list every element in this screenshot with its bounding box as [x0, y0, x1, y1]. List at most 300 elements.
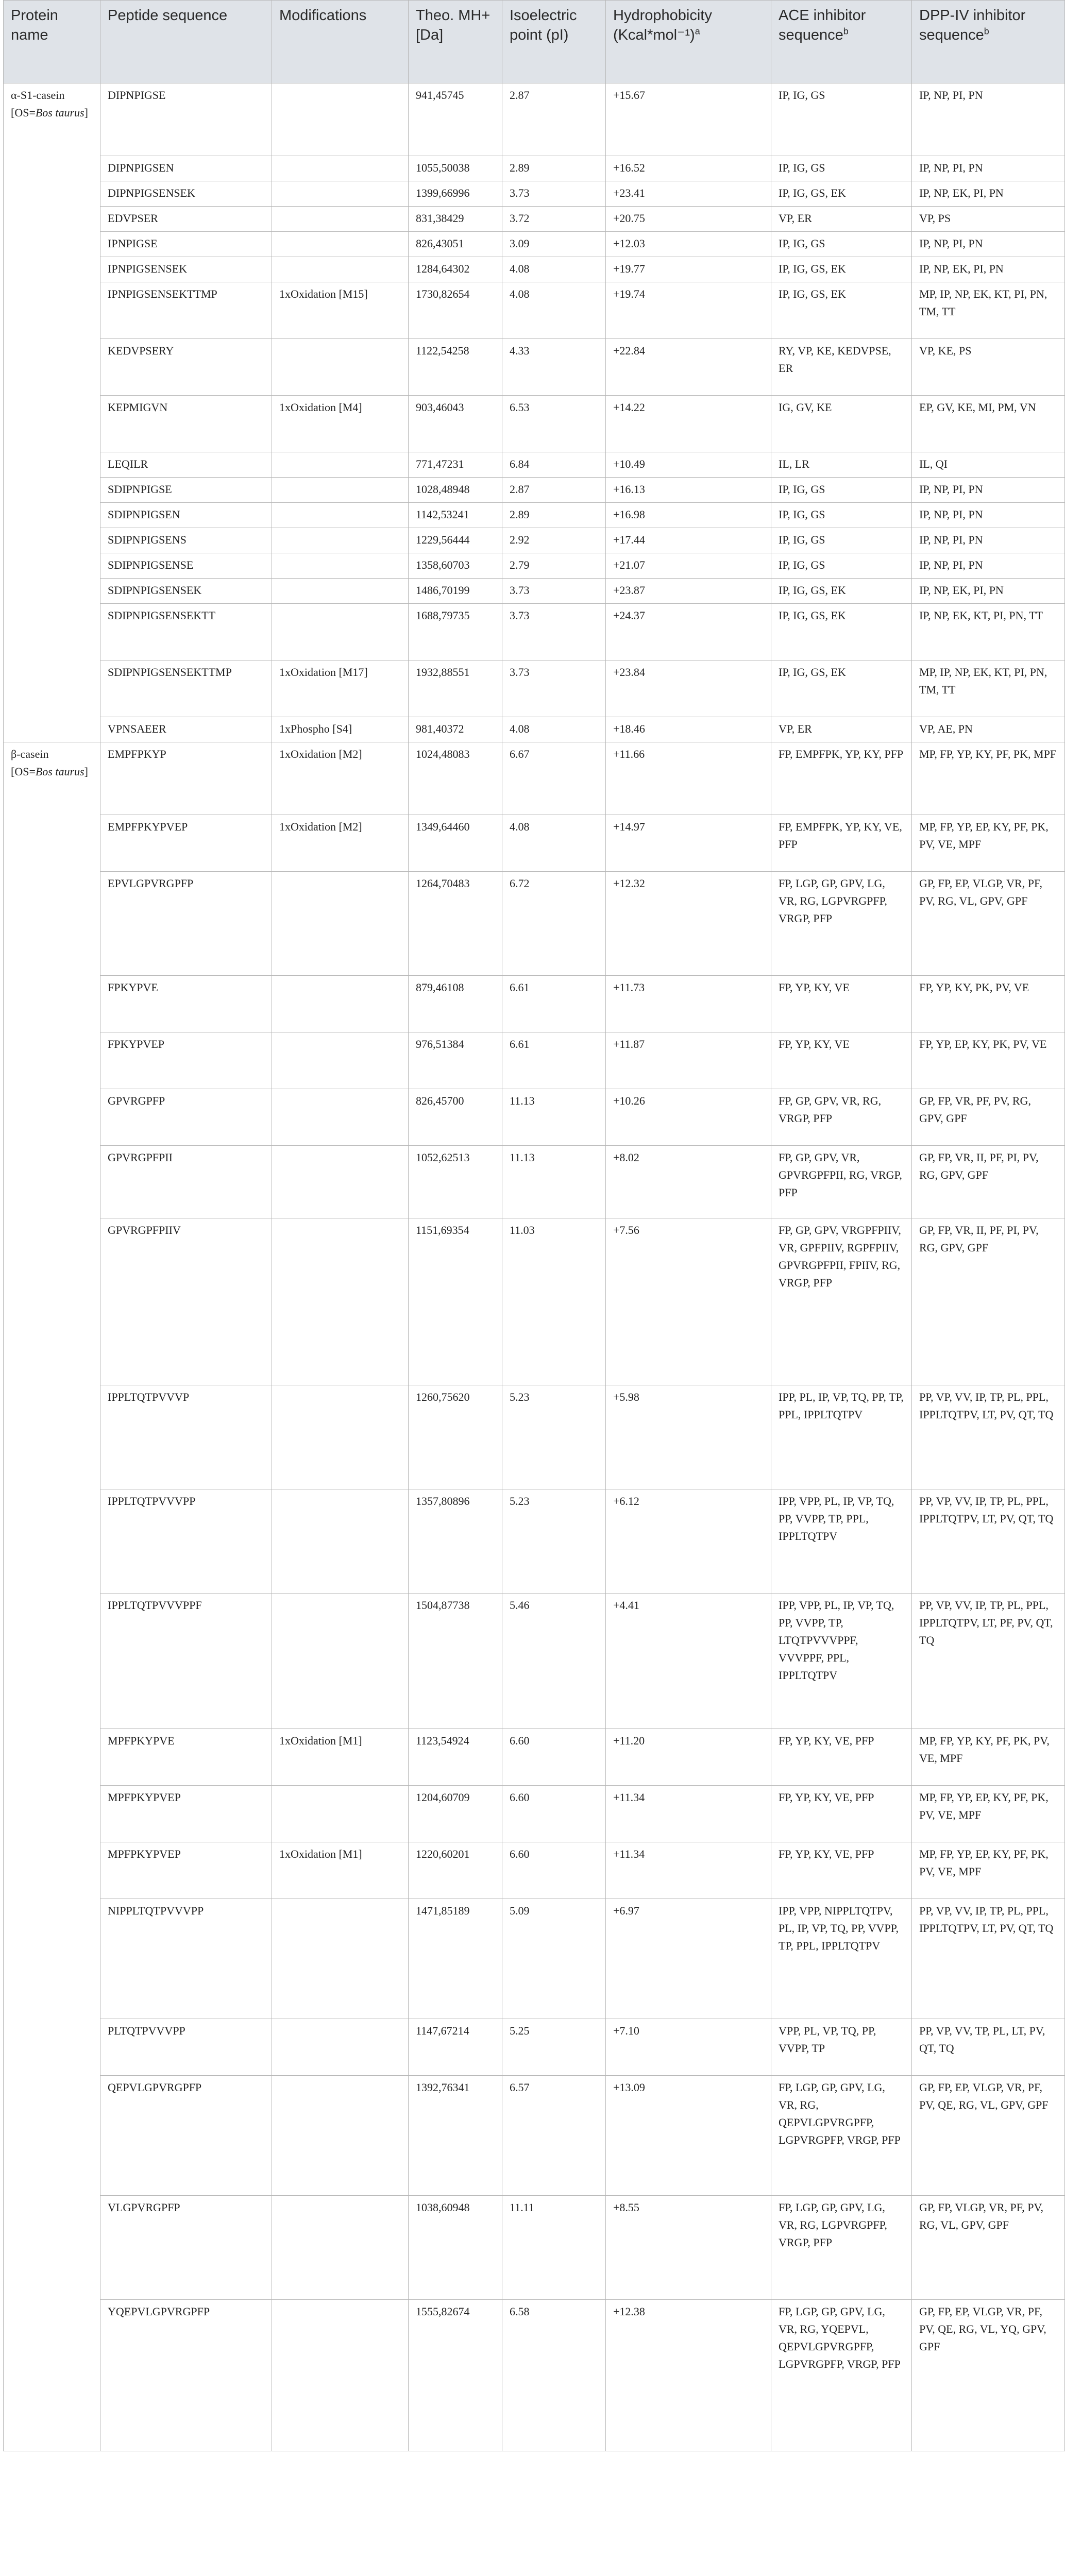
hydrophobicity-cell: +11.73 — [606, 976, 771, 1032]
modifications-cell — [272, 1786, 409, 1842]
table-row — [4, 2076, 1065, 2196]
modifications-cell: 1xOxidation [M1] — [272, 1729, 409, 1786]
isoelectric-point-cell: 6.60 — [502, 1729, 606, 1786]
header-protein-name: Protein name — [4, 1, 100, 83]
theo-mass-cell: 879,46108 — [409, 976, 502, 1032]
dpp-iv-inhibitor-cell: MP, FP, YP, EP, KY, PF, PK, PV, VE, MPF — [912, 1842, 1065, 1899]
ace-inhibitor-cell: IP, IG, GS — [771, 553, 912, 579]
header-dpp-iv-inhibitor: DPP-IV inhibitor sequence$^b$ — [912, 1, 1065, 83]
table-row — [4, 2300, 1065, 2451]
table-row — [4, 976, 1065, 1032]
theo-mass-cell: 976,51384 — [409, 1032, 502, 1089]
ace-inhibitor-cell: FP, LGP, GP, GPV, LG, VR, RG, QEPVLGPVRGPFP, LGPVRGPFP, VRGP, PFP — [771, 2076, 912, 2196]
peptide-sequence-cell: GPVRGPFPIIV — [100, 1218, 272, 1385]
isoelectric-point-cell: 2.92 — [502, 528, 606, 553]
ace-inhibitor-cell: IP, IG, GS, EK — [771, 660, 912, 717]
ace-inhibitor-cell: FP, LGP, GP, GPV, LG, VR, RG, LGPVRGPFP, VRGP, PFP — [771, 2196, 912, 2300]
ace-inhibitor-cell: FP, EMPFPK, YP, KY, VE, PFP — [771, 815, 912, 872]
header-modifications: Modifications — [272, 1, 409, 83]
modifications-cell — [272, 232, 409, 257]
modifications-cell — [272, 257, 409, 282]
table-row — [4, 579, 1065, 604]
hydrophobicity-cell: +11.66 — [606, 742, 771, 815]
peptide-sequence-cell: DIPNPIGSE — [100, 83, 272, 156]
header-ace-inhibitor: ACE inhibitor sequence$^b$ — [771, 1, 912, 83]
hydrophobicity-cell: +15.67 — [606, 83, 771, 156]
modifications-cell — [272, 2019, 409, 2076]
modifications-cell: 1xOxidation [M2] — [272, 742, 409, 815]
isoelectric-point-cell: 5.09 — [502, 1899, 606, 2019]
hydrophobicity-cell: +10.49 — [606, 452, 771, 478]
ace-inhibitor-cell: FP, EMPFPK, YP, KY, PFP — [771, 742, 912, 815]
table-row — [4, 207, 1065, 232]
hydrophobicity-cell: +8.02 — [606, 1146, 771, 1218]
dpp-iv-inhibitor-cell: IP, NP, PI, PN — [912, 232, 1065, 257]
table-row — [4, 1385, 1065, 1489]
table-body — [4, 83, 1065, 2451]
table-row — [4, 1146, 1065, 1218]
theo-mass-cell: 831,38429 — [409, 207, 502, 232]
theo-mass-cell: 1055,50038 — [409, 156, 502, 181]
peptide-sequence-cell: LEQILR — [100, 452, 272, 478]
peptide-sequence-cell: SDIPNPIGSE — [100, 478, 272, 503]
peptide-sequence-cell: IPNPIGSENSEKTTMP — [100, 282, 272, 339]
theo-mass-cell: 1229,56444 — [409, 528, 502, 553]
peptide-sequence-cell: YQEPVLGPVRGPFP — [100, 2300, 272, 2451]
theo-mass-cell: 1264,70483 — [409, 872, 502, 976]
isoelectric-point-cell: 5.25 — [502, 2019, 606, 2076]
ace-inhibitor-cell: FP, GP, GPV, VR, RG, VRGP, PFP — [771, 1089, 912, 1146]
dpp-iv-inhibitor-cell: VP, PS — [912, 207, 1065, 232]
hydrophobicity-cell: +4.41 — [606, 1594, 771, 1729]
hydrophobicity-cell: +23.84 — [606, 660, 771, 717]
peptide-sequence-cell: SDIPNPIGSENSE — [100, 553, 272, 579]
theo-mass-cell: 826,43051 — [409, 232, 502, 257]
peptide-sequence-cell: SDIPNPIGSENS — [100, 528, 272, 553]
peptide-sequence-cell: NIPPLTQTPVVVPP — [100, 1899, 272, 2019]
isoelectric-point-cell: 3.73 — [502, 181, 606, 207]
dpp-iv-inhibitor-cell: PP, VP, VV, IP, TP, PL, PPL, IPPLTQTPV, LT, PV, QT, TQ — [912, 1489, 1065, 1594]
isoelectric-point-cell: 3.72 — [502, 207, 606, 232]
isoelectric-point-cell: 11.11 — [502, 2196, 606, 2300]
ace-inhibitor-cell: IP, IG, GS — [771, 83, 912, 156]
peptide-sequence-cell: IPNPIGSE — [100, 232, 272, 257]
ace-inhibitor-cell: FP, YP, KY, VE — [771, 976, 912, 1032]
ace-inhibitor-cell: RY, VP, KE, KEDVPSE, ER — [771, 339, 912, 396]
table-row — [4, 2019, 1065, 2076]
ace-inhibitor-cell: IP, IG, GS, EK — [771, 604, 912, 660]
modifications-cell — [272, 604, 409, 660]
modifications-cell — [272, 1218, 409, 1385]
hydrophobicity-cell: +20.75 — [606, 207, 771, 232]
isoelectric-point-cell: 6.60 — [502, 1842, 606, 1899]
peptide-sequence-cell: DIPNPIGSEN — [100, 156, 272, 181]
theo-mass-cell: 941,45745 — [409, 83, 502, 156]
isoelectric-point-cell: 6.72 — [502, 872, 606, 976]
dpp-iv-inhibitor-cell: MP, FP, YP, KY, PF, PK, PV, VE, MPF — [912, 1729, 1065, 1786]
dpp-iv-inhibitor-cell: MP, IP, NP, EK, KT, PI, PN, TM, TT — [912, 282, 1065, 339]
peptide-table — [3, 0, 1065, 2451]
theo-mass-cell: 826,45700 — [409, 1089, 502, 1146]
hydrophobicity-cell: +6.97 — [606, 1899, 771, 2019]
modifications-cell — [272, 181, 409, 207]
dpp-iv-inhibitor-cell: MP, FP, YP, EP, KY, PF, PK, PV, VE, MPF — [912, 1786, 1065, 1842]
ace-inhibitor-cell: IP, IG, GS, EK — [771, 257, 912, 282]
peptide-sequence-cell: EPVLGPVRGPFP — [100, 872, 272, 976]
table-row — [4, 1842, 1065, 1899]
dpp-iv-inhibitor-cell: IP, NP, PI, PN — [912, 553, 1065, 579]
dpp-iv-inhibitor-cell: IL, QI — [912, 452, 1065, 478]
ace-inhibitor-cell: IL, LR — [771, 452, 912, 478]
hydrophobicity-cell: +14.22 — [606, 396, 771, 452]
modifications-cell: 1xOxidation [M4] — [272, 396, 409, 452]
dpp-iv-inhibitor-cell: GP, FP, EP, VLGP, VR, PF, PV, RG, VL, GPV, GPF — [912, 872, 1065, 976]
theo-mass-cell: 1052,62513 — [409, 1146, 502, 1218]
dpp-iv-inhibitor-cell: IP, NP, PI, PN — [912, 83, 1065, 156]
table-row — [4, 815, 1065, 872]
modifications-cell — [272, 872, 409, 976]
isoelectric-point-cell: 3.73 — [502, 579, 606, 604]
hydrophobicity-cell: +12.32 — [606, 872, 771, 976]
isoelectric-point-cell: 3.73 — [502, 660, 606, 717]
ace-inhibitor-cell: FP, GP, GPV, VRGPFPIIV, VR, GPFPIIV, RGPFPIIV, GPVRGPFPII, FPIIV, RG, VRGP, PFP — [771, 1218, 912, 1385]
ace-inhibitor-cell: IPP, VPP, NIPPLTQTPV, PL, IP, VP, TQ, PP, VVPP, TP, PPL, IPPLTQTPV — [771, 1899, 912, 2019]
theo-mass-cell: 1122,54258 — [409, 339, 502, 396]
isoelectric-point-cell: 4.08 — [502, 257, 606, 282]
peptide-sequence-cell: KEDVPSERY — [100, 339, 272, 396]
hydrophobicity-cell: +21.07 — [606, 553, 771, 579]
table-row — [4, 1218, 1065, 1385]
peptide-sequence-cell: GPVRGPFPII — [100, 1146, 272, 1218]
theo-mass-cell: 1504,87738 — [409, 1594, 502, 1729]
hydrophobicity-cell: +23.41 — [606, 181, 771, 207]
dpp-iv-inhibitor-cell: IP, NP, PI, PN — [912, 503, 1065, 528]
ace-inhibitor-cell: FP, YP, KY, VE, PFP — [771, 1786, 912, 1842]
theo-mass-cell: 903,46043 — [409, 396, 502, 452]
peptide-sequence-cell: SDIPNPIGSEN — [100, 503, 272, 528]
table-row — [4, 1899, 1065, 2019]
hydrophobicity-cell: +10.26 — [606, 1089, 771, 1146]
isoelectric-point-cell: 6.53 — [502, 396, 606, 452]
ace-inhibitor-cell: FP, GP, GPV, VR, GPVRGPFPII, RG, VRGP, PFP — [771, 1146, 912, 1218]
theo-mass-cell: 1486,70199 — [409, 579, 502, 604]
isoelectric-point-cell: 6.57 — [502, 2076, 606, 2196]
isoelectric-point-cell: 11.03 — [502, 1218, 606, 1385]
table-row — [4, 1489, 1065, 1594]
table-row — [4, 1032, 1065, 1089]
table-row — [4, 553, 1065, 579]
isoelectric-point-cell: 4.08 — [502, 717, 606, 742]
peptide-sequence-cell: GPVRGPFP — [100, 1089, 272, 1146]
header-isoelectric-point: Isoelectric point (pI) — [502, 1, 606, 83]
isoelectric-point-cell: 6.61 — [502, 976, 606, 1032]
hydrophobicity-cell: +22.84 — [606, 339, 771, 396]
ace-inhibitor-cell: IG, GV, KE — [771, 396, 912, 452]
header-peptide-sequence: Peptide sequence — [100, 1, 272, 83]
modifications-cell — [272, 579, 409, 604]
isoelectric-point-cell: 11.13 — [502, 1089, 606, 1146]
table-row — [4, 156, 1065, 181]
peptide-sequence-cell: MPFPKYPVEP — [100, 1842, 272, 1899]
theo-mass-cell: 1357,80896 — [409, 1489, 502, 1594]
table-row — [4, 717, 1065, 742]
theo-mass-cell: 1204,60709 — [409, 1786, 502, 1842]
hydrophobicity-cell: +23.87 — [606, 579, 771, 604]
ace-inhibitor-cell: IP, IG, GS, EK — [771, 579, 912, 604]
isoelectric-point-cell: 6.58 — [502, 2300, 606, 2451]
peptide-sequence-cell: EDVPSER — [100, 207, 272, 232]
theo-mass-cell: 1284,64302 — [409, 257, 502, 282]
hydrophobicity-cell: +11.87 — [606, 1032, 771, 1089]
peptide-sequence-cell: IPNPIGSENSEK — [100, 257, 272, 282]
ace-inhibitor-cell: FP, YP, KY, VE — [771, 1032, 912, 1089]
isoelectric-point-cell: 3.73 — [502, 604, 606, 660]
peptide-sequence-cell: VPNSAEER — [100, 717, 272, 742]
theo-mass-cell: 1730,82654 — [409, 282, 502, 339]
theo-mass-cell: 1147,67214 — [409, 2019, 502, 2076]
isoelectric-point-cell: 5.23 — [502, 1385, 606, 1489]
table-row — [4, 872, 1065, 976]
table-row — [4, 478, 1065, 503]
dpp-iv-inhibitor-cell: IP, NP, PI, PN — [912, 156, 1065, 181]
theo-mass-cell: 1349,64460 — [409, 815, 502, 872]
hydrophobicity-cell: +17.44 — [606, 528, 771, 553]
ace-inhibitor-cell: FP, YP, KY, VE, PFP — [771, 1729, 912, 1786]
table-row — [4, 660, 1065, 717]
dpp-iv-inhibitor-cell: PP, VP, VV, IP, TP, PL, PPL, IPPLTQTPV, LT, PV, QT, TQ — [912, 1899, 1065, 2019]
modifications-cell — [272, 339, 409, 396]
modifications-cell: 1xOxidation [M15] — [272, 282, 409, 339]
ace-inhibitor-cell: VP, ER — [771, 717, 912, 742]
peptide-sequence-cell: SDIPNPIGSENSEK — [100, 579, 272, 604]
peptide-sequence-cell: SDIPNPIGSENSEKTTMP — [100, 660, 272, 717]
hydrophobicity-cell: +18.46 — [606, 717, 771, 742]
ace-inhibitor-cell: IP, IG, GS, EK — [771, 282, 912, 339]
table-row — [4, 257, 1065, 282]
dpp-iv-inhibitor-cell: IP, NP, EK, PI, PN — [912, 257, 1065, 282]
theo-mass-cell: 1688,79735 — [409, 604, 502, 660]
hydrophobicity-cell: +12.03 — [606, 232, 771, 257]
ace-inhibitor-cell: FP, YP, KY, VE, PFP — [771, 1842, 912, 1899]
peptide-sequence-cell: EMPFPKYP — [100, 742, 272, 815]
modifications-cell — [272, 156, 409, 181]
hydrophobicity-cell: +19.77 — [606, 257, 771, 282]
hydrophobicity-cell: +16.98 — [606, 503, 771, 528]
isoelectric-point-cell: 2.89 — [502, 503, 606, 528]
table-row — [4, 396, 1065, 452]
theo-mass-cell: 771,47231 — [409, 452, 502, 478]
modifications-cell — [272, 452, 409, 478]
header-theo-mass: Theo. MH+ [Da] — [409, 1, 502, 83]
isoelectric-point-cell: 5.46 — [502, 1594, 606, 1729]
dpp-iv-inhibitor-cell: GP, FP, VR, II, PF, PI, PV, RG, GPV, GPF — [912, 1146, 1065, 1218]
peptide-sequence-cell: KEPMIGVN — [100, 396, 272, 452]
dpp-iv-inhibitor-cell: VP, AE, PN — [912, 717, 1065, 742]
dpp-iv-inhibitor-cell: IP, NP, EK, KT, PI, PN, TT — [912, 604, 1065, 660]
hydrophobicity-cell: +16.13 — [606, 478, 771, 503]
modifications-cell — [272, 83, 409, 156]
hydrophobicity-cell: +11.34 — [606, 1842, 771, 1899]
table-row — [4, 742, 1065, 815]
table-row — [4, 528, 1065, 553]
modifications-cell — [272, 1594, 409, 1729]
modifications-cell — [272, 1032, 409, 1089]
hydrophobicity-cell: +14.97 — [606, 815, 771, 872]
theo-mass-cell: 981,40372 — [409, 717, 502, 742]
peptide-sequence-cell: IPPLTQTPVVVPP — [100, 1489, 272, 1594]
theo-mass-cell: 1471,85189 — [409, 1899, 502, 2019]
modifications-cell — [272, 503, 409, 528]
dpp-iv-inhibitor-cell: PP, VP, VV, TP, PL, LT, PV, QT, TQ — [912, 2019, 1065, 2076]
hydrophobicity-cell: +19.74 — [606, 282, 771, 339]
isoelectric-point-cell: 6.67 — [502, 742, 606, 815]
dpp-iv-inhibitor-cell: GP, FP, VR, PF, PV, RG, GPV, GPF — [912, 1089, 1065, 1146]
modifications-cell — [272, 478, 409, 503]
dpp-iv-inhibitor-cell: PP, VP, VV, IP, TP, PL, PPL, IPPLTQTPV, LT, PF, PV, QT, TQ — [912, 1594, 1065, 1729]
isoelectric-point-cell: 2.87 — [502, 478, 606, 503]
table-row — [4, 1786, 1065, 1842]
table-row — [4, 1594, 1065, 1729]
ace-inhibitor-cell: IPP, PL, IP, VP, TQ, PP, TP, PPL, IPPLTQTPV — [771, 1385, 912, 1489]
table-header-row — [4, 1, 1065, 83]
ace-inhibitor-cell: VP, ER — [771, 207, 912, 232]
ace-inhibitor-cell: IPP, VPP, PL, IP, VP, TQ, PP, VVPP, TP, PPL, IPPLTQTPV — [771, 1489, 912, 1594]
modifications-cell: 1xOxidation [M17] — [272, 660, 409, 717]
hydrophobicity-cell: +5.98 — [606, 1385, 771, 1489]
table-row — [4, 181, 1065, 207]
peptide-sequence-cell: VLGPVRGPFP — [100, 2196, 272, 2300]
dpp-iv-inhibitor-cell: FP, YP, KY, PK, PV, VE — [912, 976, 1065, 1032]
isoelectric-point-cell: 4.08 — [502, 282, 606, 339]
theo-mass-cell: 1220,60201 — [409, 1842, 502, 1899]
ace-inhibitor-cell: IP, IG, GS — [771, 156, 912, 181]
modifications-cell — [272, 2196, 409, 2300]
ace-inhibitor-cell: IP, IG, GS, EK — [771, 181, 912, 207]
dpp-iv-inhibitor-cell: MP, FP, YP, EP, KY, PF, PK, PV, VE, MPF — [912, 815, 1065, 872]
table-row — [4, 2196, 1065, 2300]
theo-mass-cell: 1392,76341 — [409, 2076, 502, 2196]
modifications-cell: 1xOxidation [M2] — [272, 815, 409, 872]
ace-inhibitor-cell: FP, LGP, GP, GPV, LG, VR, RG, YQEPVL, QEPVLGPVRGPFP, LGPVRGPFP, VRGP, PFP — [771, 2300, 912, 2451]
isoelectric-point-cell: 5.23 — [502, 1489, 606, 1594]
theo-mass-cell: 1123,54924 — [409, 1729, 502, 1786]
hydrophobicity-cell: +7.56 — [606, 1218, 771, 1385]
modifications-cell — [272, 1146, 409, 1218]
peptide-sequence-cell: MPFPKYPVEP — [100, 1786, 272, 1842]
theo-mass-cell: 1358,60703 — [409, 553, 502, 579]
theo-mass-cell: 1399,66996 — [409, 181, 502, 207]
dpp-iv-inhibitor-cell: IP, NP, EK, PI, PN — [912, 181, 1065, 207]
modifications-cell — [272, 976, 409, 1032]
table-row — [4, 1729, 1065, 1786]
dpp-iv-inhibitor-cell: PP, VP, VV, IP, TP, PL, PPL, IPPLTQTPV, LT, PV, QT, TQ — [912, 1385, 1065, 1489]
peptide-sequence-cell: IPPLTQTPVVVPPF — [100, 1594, 272, 1729]
ace-inhibitor-cell: IP, IG, GS — [771, 478, 912, 503]
modifications-cell — [272, 553, 409, 579]
isoelectric-point-cell: 6.61 — [502, 1032, 606, 1089]
peptide-sequence-cell: SDIPNPIGSENSEKTT — [100, 604, 272, 660]
modifications-cell — [272, 1385, 409, 1489]
modifications-cell: 1xOxidation [M1] — [272, 1842, 409, 1899]
isoelectric-point-cell: 2.89 — [502, 156, 606, 181]
hydrophobicity-cell: +12.38 — [606, 2300, 771, 2451]
ace-inhibitor-cell: IP, IG, GS — [771, 232, 912, 257]
modifications-cell — [272, 1489, 409, 1594]
hydrophobicity-cell: +11.20 — [606, 1729, 771, 1786]
theo-mass-cell: 1932,88551 — [409, 660, 502, 717]
theo-mass-cell: 1260,75620 — [409, 1385, 502, 1489]
header-hydrophobicity: Hydrophobicity (Kcal*mol⁻¹)$^a$ — [606, 1, 771, 83]
peptide-sequence-cell: FPKYPVE — [100, 976, 272, 1032]
peptide-sequence-cell: IPPLTQTPVVVP — [100, 1385, 272, 1489]
theo-mass-cell: 1151,69354 — [409, 1218, 502, 1385]
hydrophobicity-cell: +13.09 — [606, 2076, 771, 2196]
peptide-sequence-cell: DIPNPIGSENSEK — [100, 181, 272, 207]
table-row — [4, 604, 1065, 660]
table-row — [4, 232, 1065, 257]
dpp-iv-inhibitor-cell: EP, GV, KE, MI, PM, VN — [912, 396, 1065, 452]
isoelectric-point-cell: 2.87 — [502, 83, 606, 156]
dpp-iv-inhibitor-cell: IP, NP, EK, PI, PN — [912, 579, 1065, 604]
modifications-cell — [272, 2076, 409, 2196]
peptide-sequence-cell: EMPFPKYPVEP — [100, 815, 272, 872]
dpp-iv-inhibitor-cell: IP, NP, PI, PN — [912, 528, 1065, 553]
dpp-iv-inhibitor-cell: IP, NP, PI, PN — [912, 478, 1065, 503]
peptide-sequence-cell: PLTQTPVVVPP — [100, 2019, 272, 2076]
hydrophobicity-cell: +16.52 — [606, 156, 771, 181]
modifications-cell — [272, 1899, 409, 2019]
isoelectric-point-cell: 2.79 — [502, 553, 606, 579]
dpp-iv-inhibitor-cell: GP, FP, EP, VLGP, VR, PF, PV, QE, RG, VL, YQ, GPV, GPF — [912, 2300, 1065, 2451]
theo-mass-cell: 1038,60948 — [409, 2196, 502, 2300]
table-row — [4, 339, 1065, 396]
modifications-cell — [272, 207, 409, 232]
dpp-iv-inhibitor-cell: GP, FP, VR, II, PF, PI, PV, RG, GPV, GPF — [912, 1218, 1065, 1385]
ace-inhibitor-cell: VPP, PL, VP, TQ, PP, VVPP, TP — [771, 2019, 912, 2076]
isoelectric-point-cell: 3.09 — [502, 232, 606, 257]
dpp-iv-inhibitor-cell: VP, KE, PS — [912, 339, 1065, 396]
hydrophobicity-cell: +24.37 — [606, 604, 771, 660]
isoelectric-point-cell: 4.08 — [502, 815, 606, 872]
isoelectric-point-cell: 6.84 — [502, 452, 606, 478]
ace-inhibitor-cell: IP, IG, GS — [771, 528, 912, 553]
dpp-iv-inhibitor-cell: MP, FP, YP, KY, PF, PK, MPF — [912, 742, 1065, 815]
isoelectric-point-cell: 11.13 — [502, 1146, 606, 1218]
table-row — [4, 1089, 1065, 1146]
dpp-iv-inhibitor-cell: FP, YP, EP, KY, PK, PV, VE — [912, 1032, 1065, 1089]
hydrophobicity-cell: +8.55 — [606, 2196, 771, 2300]
ace-inhibitor-cell: FP, LGP, GP, GPV, LG, VR, RG, LGPVRGPFP, VRGP, PFP — [771, 872, 912, 976]
modifications-cell — [272, 2300, 409, 2451]
table-row — [4, 503, 1065, 528]
protein-name-cell: β-casein [OS=Bos taurus] — [4, 742, 100, 2451]
hydrophobicity-cell: +7.10 — [606, 2019, 771, 2076]
theo-mass-cell: 1024,48083 — [409, 742, 502, 815]
dpp-iv-inhibitor-cell: MP, IP, NP, EK, KT, PI, PN, TM, TT — [912, 660, 1065, 717]
theo-mass-cell: 1555,82674 — [409, 2300, 502, 2451]
isoelectric-point-cell: 4.33 — [502, 339, 606, 396]
table-row — [4, 282, 1065, 339]
modifications-cell — [272, 1089, 409, 1146]
dpp-iv-inhibitor-cell: GP, FP, EP, VLGP, VR, PF, PV, QE, RG, VL, GPV, GPF — [912, 2076, 1065, 2196]
table-row — [4, 83, 1065, 156]
theo-mass-cell: 1142,53241 — [409, 503, 502, 528]
peptide-sequence-cell: FPKYPVEP — [100, 1032, 272, 1089]
peptide-sequence-cell: MPFPKYPVE — [100, 1729, 272, 1786]
protein-name-cell: α-S1-casein [OS=Bos taurus] — [4, 83, 100, 742]
ace-inhibitor-cell: IP, IG, GS — [771, 503, 912, 528]
dpp-iv-inhibitor-cell: GP, FP, VLGP, VR, PF, PV, RG, VL, GPV, GPF — [912, 2196, 1065, 2300]
